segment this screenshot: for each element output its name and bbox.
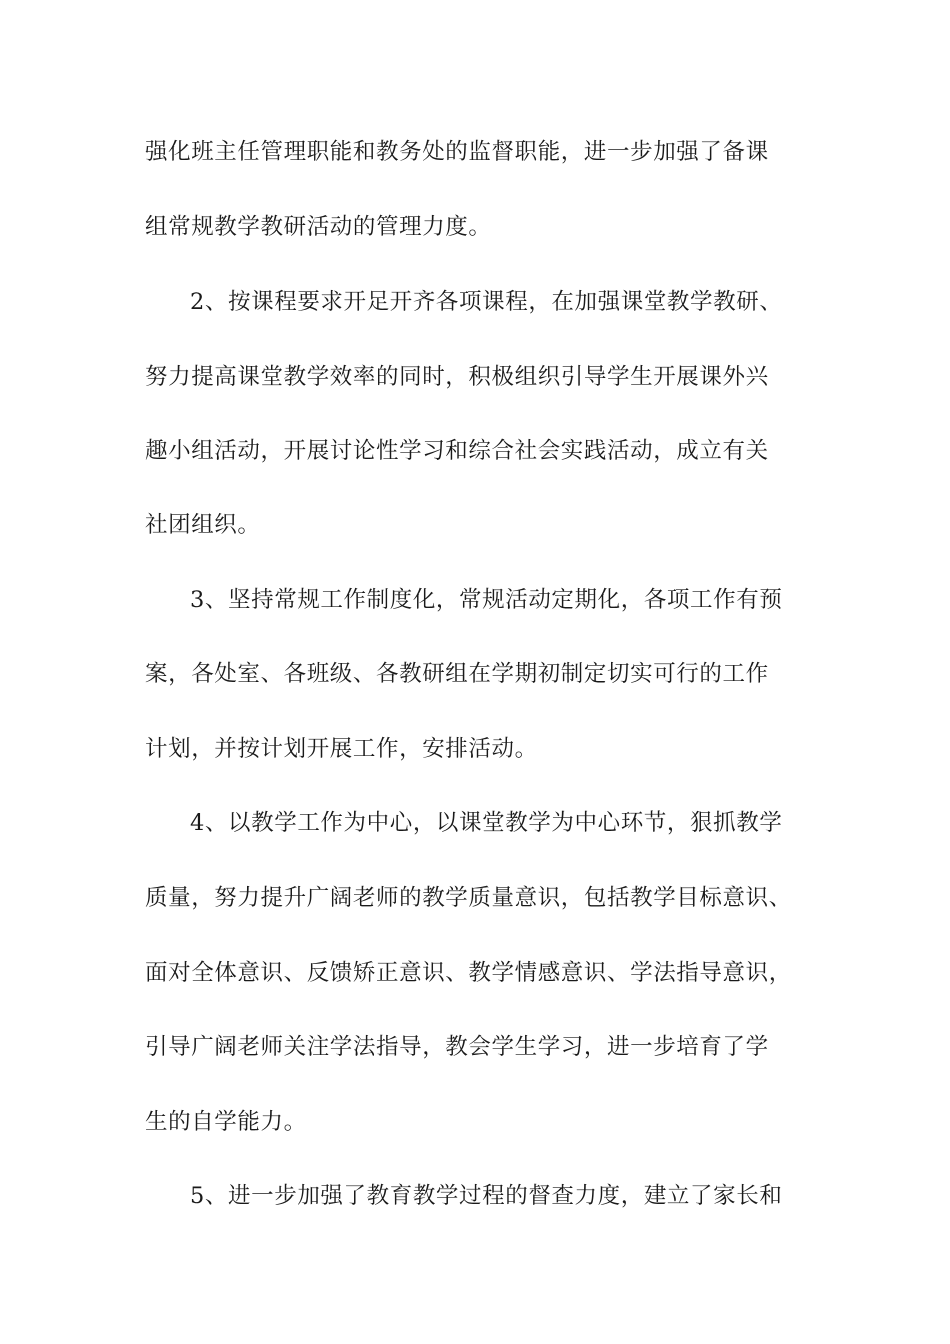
text-line: 强化班主任管理职能和教务处的监督职能，进一步加强了备课 (145, 139, 769, 165)
text-line: 计划，并按计划开展工作，安排活动。 (145, 736, 538, 762)
paragraph-5-start: 5、进一步加强了教育教学过程的督查力度，建立了家长和 (190, 1183, 783, 1209)
paragraph-4-start: 4、以教学工作为中心，以课堂教学为中心环节，狠抓教学 (190, 810, 783, 836)
paragraph-2-start: 2、按课程要求开足开齐各项课程，在加强课堂教学教研、 (190, 289, 783, 315)
text-line: 趣小组活动，开展讨论性学习和综合社会实践活动，成立有关 (145, 438, 769, 464)
text-line: 引导广阔老师关注学法指导，教会学生学习，进一步培育了学 (145, 1034, 769, 1060)
paragraph-3-start: 3、坚持常规工作制度化，常规活动定期化，各项工作有预 (190, 587, 783, 613)
text-line: 质量，努力提升广阔老师的教学质量意识，包括教学目标意识、 (145, 885, 792, 911)
text-line: 案，各处室、各班级、各教研组在学期初制定切实可行的工作 (145, 661, 769, 687)
text-line: 社团组织。 (145, 512, 261, 538)
text-line: 努力提高课堂教学效率的同时，积极组织引导学生开展课外兴 (145, 364, 769, 390)
text-line: 面对全体意识、反馈矫正意识、教学情感意识、学法指导意识， (145, 960, 792, 986)
text-line: 组常规教学教研活动的管理力度。 (145, 214, 492, 240)
text-line: 生的自学能力。 (145, 1109, 307, 1135)
